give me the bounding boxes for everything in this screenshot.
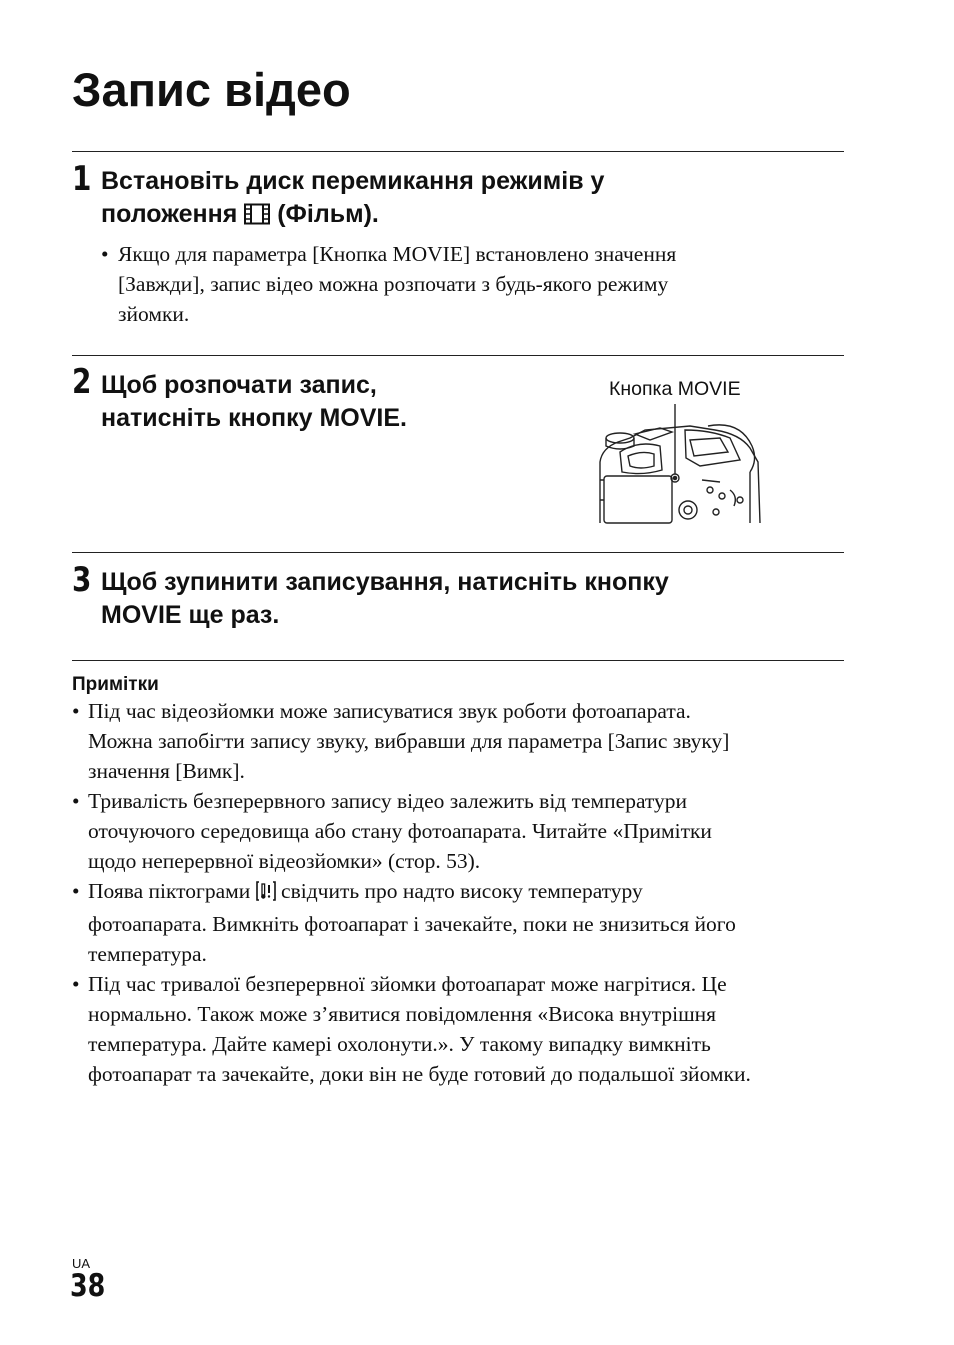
note-1-line-2: Можна запобігти запису звуку, вибравши для параметра [Запис звуку] xyxy=(88,729,730,753)
note-2-line-3: щодо неперервної відеозйомки» (стор. 53). xyxy=(88,849,481,873)
step-2-number: 2 xyxy=(72,362,92,402)
note-4-line-1: Під час тривалої безперервної зйомки фотоапарат може нагрітися. Це xyxy=(88,972,727,996)
page-number: 38 xyxy=(70,1268,106,1304)
note-1-line-1: Під час відеозйомки може записуватися звук роботи фотоапарата. xyxy=(88,699,691,723)
note-3-line-2: фотоапарата. Вимкніть фотоапарат і зачекайте, поки не знизиться його xyxy=(88,912,736,936)
camera-drawing-icon xyxy=(590,400,770,525)
step-3-instruction xyxy=(101,566,841,632)
notes-list xyxy=(72,696,852,1089)
overheat-warning-icon xyxy=(256,879,276,909)
movie-button-label: Кнопка MOVIE xyxy=(609,378,741,400)
note-3-line-1 xyxy=(88,876,852,909)
note-3-line-3: температура. xyxy=(88,942,207,966)
bullet-symbol: • xyxy=(72,789,80,813)
step-1-number: 1 xyxy=(72,159,92,199)
step-1-bullet-line-2 xyxy=(101,269,841,299)
step-1-bullet-text-1: Якщо для параметра [Кнопка MOVIE] встановлено значення xyxy=(118,242,677,266)
note-2-line-2: оточуючого середовища або стану фотоапарата. Читайте «Примітки xyxy=(88,819,712,843)
step-1-bullet xyxy=(101,239,841,329)
bullet-symbol: • xyxy=(72,879,80,903)
note-item-3 xyxy=(72,876,852,969)
note-4-line-3: температура. Дайте камері охолонути.». У такому випадку вимкніть xyxy=(88,1032,711,1056)
note-1-line-3: значення [Вимк]. xyxy=(88,759,245,783)
step-3-line-2: MOVIE ще раз. xyxy=(101,601,280,629)
step-3-number: 3 xyxy=(72,560,92,600)
bullet-symbol: • xyxy=(72,699,80,723)
step-1-line-2-after: (Фільм). xyxy=(277,200,379,228)
note-item-2 xyxy=(72,786,852,876)
step-2-line-1: Щоб розпочати запис, xyxy=(101,371,377,399)
camera-diagram xyxy=(590,400,770,525)
step-1-bullet-text-3: зйомки. xyxy=(118,302,190,326)
step-1-line-2-before: положення xyxy=(101,200,238,228)
note-4-line-4: фотоапарат та зачекайте, доки він не буде готовий до подальшої зйомки. xyxy=(88,1062,751,1086)
note-2-line-1: Тривалість безперервного запису відео залежить від температури xyxy=(88,789,688,813)
note-item-4 xyxy=(72,969,852,1089)
note-3-line-1-before: Поява піктограми xyxy=(88,879,251,903)
step-1-divider xyxy=(72,151,844,152)
step-1-instruction xyxy=(101,165,841,234)
page-title: Запис відео xyxy=(72,63,351,116)
step-3-divider xyxy=(72,552,844,553)
step-1-bullet-line-1 xyxy=(101,239,841,269)
step-3-line-1: Щоб зупинити записування, натисніть кнопку xyxy=(101,568,669,596)
step-2-divider xyxy=(72,355,844,356)
page-language-code: UA xyxy=(72,1256,91,1271)
step-2-line-2: натисніть кнопку MOVIE. xyxy=(101,404,407,432)
step-1-line-2 xyxy=(101,198,841,234)
bullet-symbol: • xyxy=(72,972,80,996)
bullet-symbol: • xyxy=(101,242,109,266)
step-1-bullet-text-2: [Завжди], запис відео можна розпочати з будь-якого режиму xyxy=(118,272,669,296)
step-2-instruction xyxy=(101,369,571,435)
notes-heading: Примітки xyxy=(72,674,159,695)
note-item-1 xyxy=(72,696,852,786)
notes-divider xyxy=(72,660,844,661)
movie-film-icon xyxy=(244,201,270,234)
step-1-bullet-line-3 xyxy=(101,299,841,329)
note-3-line-1-after: свідчить про надто високу температуру xyxy=(281,879,643,903)
step-1-line-1: Встановіть диск перемикання режимів у xyxy=(101,167,605,195)
note-4-line-2: нормально. Також може з’явитися повідомлення «Висока внутрішня xyxy=(88,1002,717,1026)
